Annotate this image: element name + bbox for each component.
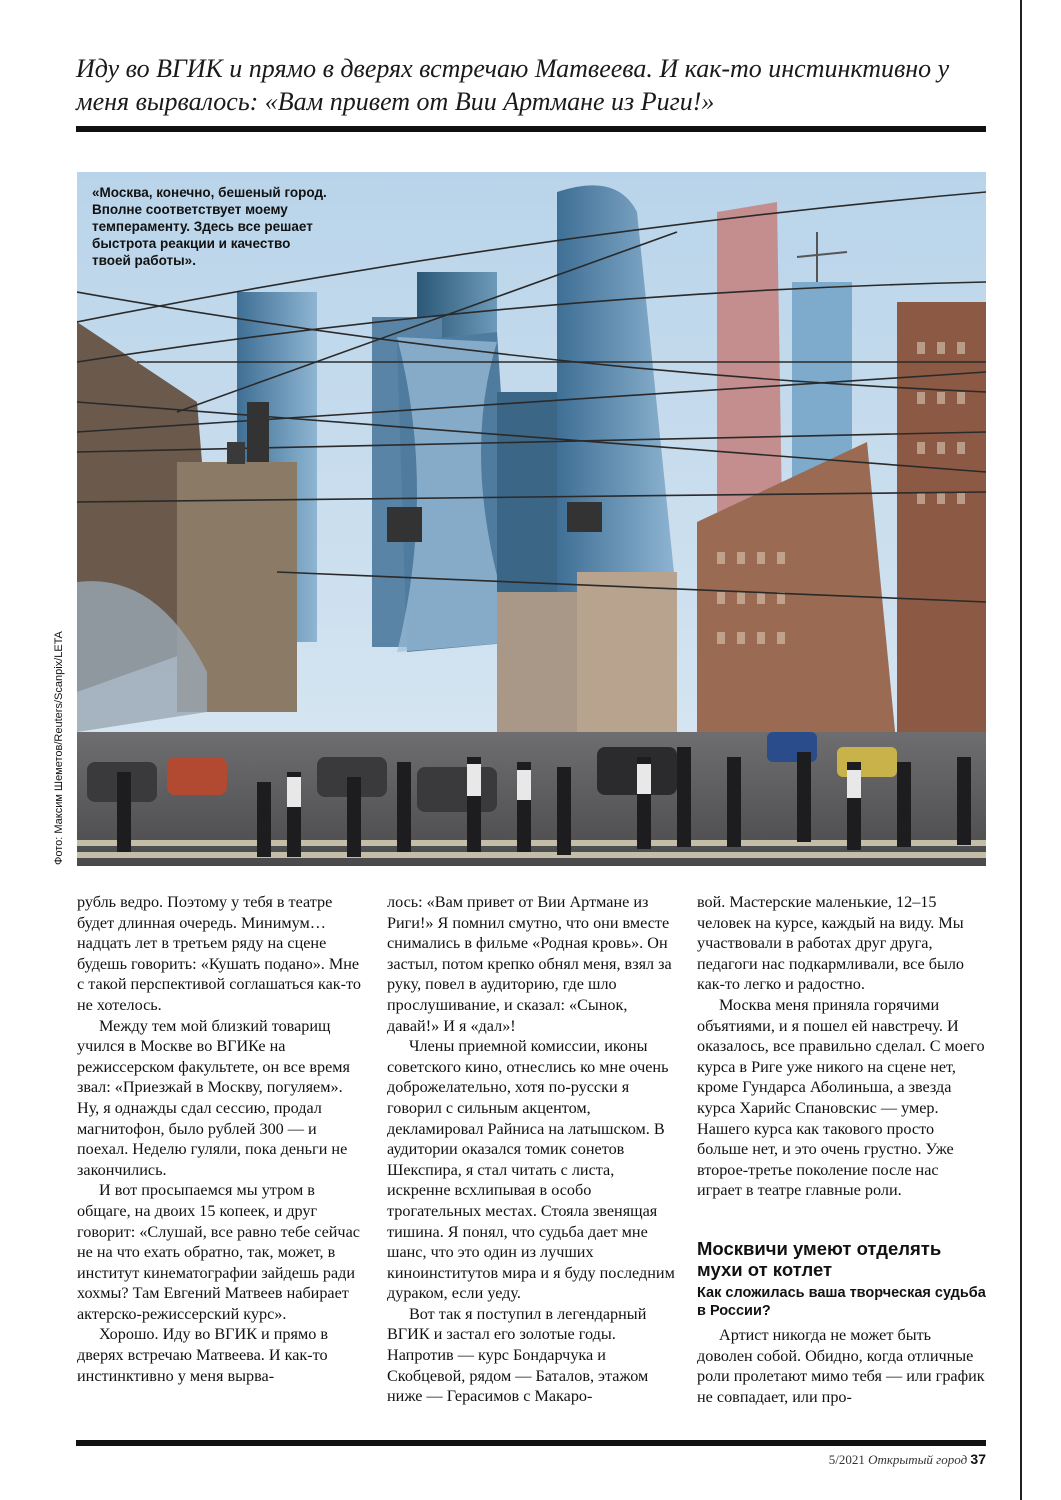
paragraph: лось: «Вам привет от Вии Артмане из Риги!» Я помнил смутно, что они вместе снимались в фильме «Родная кровь». Он застыл, потом крепко обнял меня, взял за руку, повел в аудиторию, где шло прослушивание, и сказал: «Сынок, давай!» И я «дал»! (387, 893, 672, 1035)
paragraph: рубль ведро. Поэтому у тебя в театре будет длинная очередь. Минимум… надцать лет в третьем ряду на сцене будешь говорить: «Кушать подано». Мне с такой перспективой соглашаться как-то не хотелось. (77, 893, 361, 1014)
page-edge-bar (1020, 0, 1022, 1500)
page-footer (829, 1451, 986, 1468)
paragraph: вой. Мастерские маленькие, 12–15 человек на курсе, каждый на виду. Мы участвовали в работах друг друга, педагоги нас подкармливали, все было как-то легко и радостно. (697, 893, 965, 994)
publication-name: Открытый город (868, 1452, 968, 1467)
page-number: 37 (970, 1451, 986, 1467)
text-column-3 (697, 892, 987, 1201)
pull-quote: Иду во ВГИК и прямо в дверях встречаю Матвеева. И как-то инстинктивно у меня вырвалось: «Вам привет от Вии Артмане из Риги!» (76, 54, 950, 116)
paragraph: Хорошо. Иду во ВГИК и прямо в дверях встречаю Матвеева. И как-то инстинктивно у меня вырва- (77, 1325, 328, 1385)
interview-answer (697, 1325, 987, 1407)
bottom-rule (76, 1440, 986, 1446)
top-rule (76, 126, 986, 132)
text-column-1 (77, 892, 367, 1386)
photo-caption: «Москва, конечно, бешеный город. Вполне соответствует моему темпераменту. Здесь все решает быстрота реакции и качество твоей работы». (92, 185, 327, 268)
paragraph: И вот просыпаемся мы утром в общаге, на двоих 15 копеек, и друг говорит: «Слушай, все равно тебе сейчас не на что ехать обратно, так, может, в институт кинематографии зайдешь ради хохмы? Там Евгений Матвеев набирает актерско-режиссерский курс». (77, 1181, 360, 1323)
moscow-city-photo (77, 172, 986, 866)
paragraph: Москва меня приняла горячими объятиями, и я пошел ей навстречу. И оказалось, все правильно сделал. С моего курса в Риге уже никого на сцене нет, кроме Гундарса Аболиньша, а звезда курса Харийс Спановскис — умер. Нашего курса как такового просто больше нет, и это очень грустно. Уже второе-третье поколение после нас играет в театре главные роли. (697, 995, 985, 1200)
issue-number: 5/2021 (828, 1452, 865, 1467)
paragraph: Члены приемной комиссии, иконы советского кино, отнеслись ко мне очень доброжелательно, хотя по-русски я говорил с сильным акцентом, декламировал Райниса на латышском. В аудитории оказался томик сонетов Шекспира, я стал читать с листа, искренне всхлипывая в особо трогательных местах. Стояла звенящая тишина. Я понял, что судьба дает мне шанс, что это один из лучших киноинститутов мира и я буду последним дураком, если уеду. (387, 1037, 675, 1303)
paragraph: Артист никогда не может быть доволен собой. Обидно, когда отличные роли пролетают мимо тебя — или график не совпадает, или про- (697, 1326, 985, 1406)
photo-credit: Фото: Максим Шеметов/Reuters/Scanpix/LETA (53, 631, 65, 865)
paragraph: Между тем мой близкий товарищ учился в Москве во ВГИКе на режиссерском факультете, он все время звал: «Приезжай в Москву, погуляем». Ну, я однажды сдал сессию, продал магнитофон, было рублей 300 — и поехал. Неделю гуляли, пока деньги не закончились. (77, 1016, 350, 1179)
paragraph: Вот так я поступил в легендарный ВГИК и застал его золотые годы. Напротив — курс Бондарчука и Скобцевой, рядом — Баталов, этажом ниже — Герасимов с Макаро- (387, 1304, 649, 1406)
interview-question: Как сложилась ваша творческая судьба в России? (697, 1285, 986, 1319)
moscow-city-illustration (77, 172, 986, 866)
text-column-2 (387, 892, 677, 1407)
section-subheading: Москвичи умеют отделять мухи от котлет (697, 1238, 942, 1280)
